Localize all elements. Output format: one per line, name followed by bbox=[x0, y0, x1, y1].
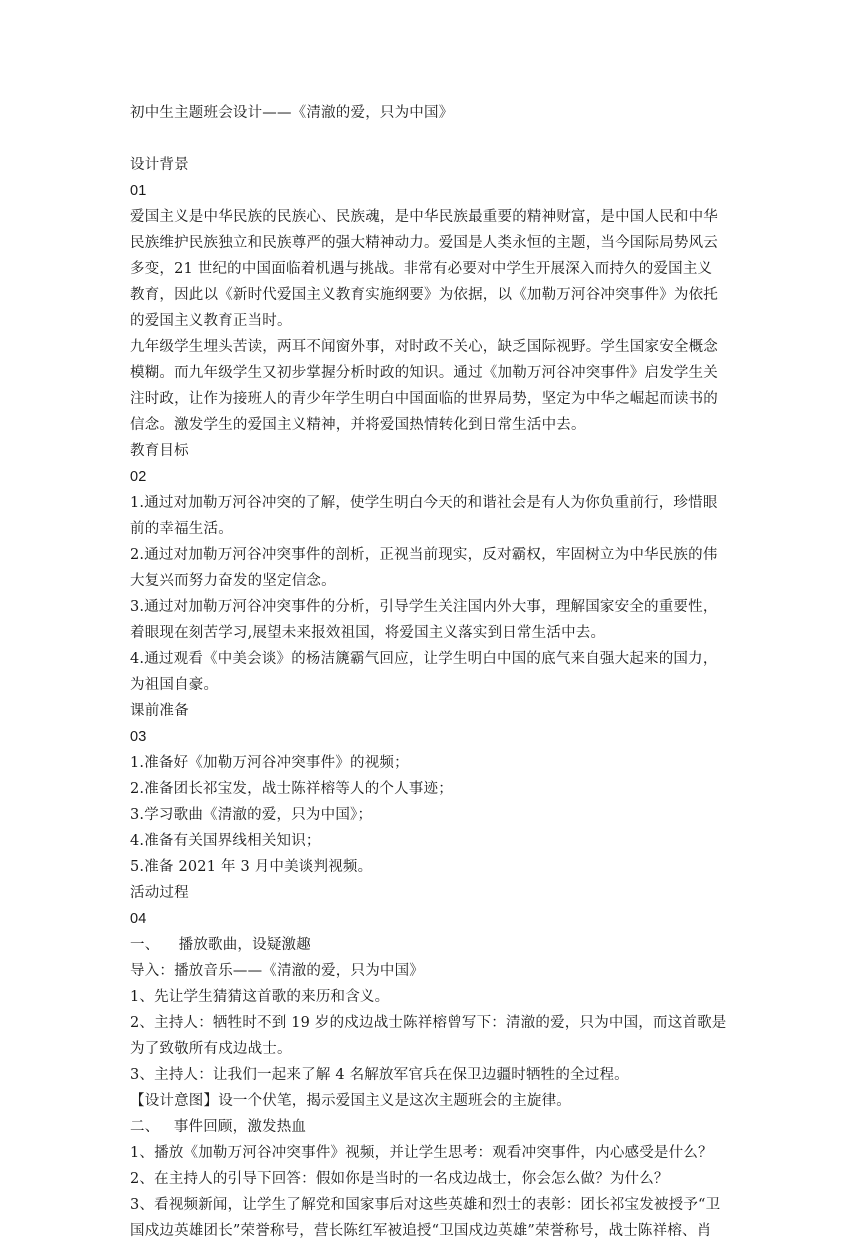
list-item-line: 1.准备好《加勒万河谷冲突事件》的视频； bbox=[130, 755, 409, 771]
list-item-line: 4.准备有关国界线相关知识； bbox=[130, 833, 321, 849]
list-item-line: 为祖国自豪。 bbox=[130, 677, 219, 693]
subsection-heading: 二、 事件回顾，激发热血 bbox=[130, 1119, 307, 1135]
list-item-line: 2.通过对加勒万河谷冲突事件的剖析，正视当前现实，反对霸权，牢固树立为中华民族的伟 bbox=[130, 547, 718, 563]
paragraph-line: 2、主持人：牺牲时不到 19 岁的戍边战士陈祥榕曾写下：清澈的爱，只为中国，而这首歌是 bbox=[130, 1015, 727, 1031]
document-page bbox=[130, 100, 730, 1244]
paragraph-line: 民族维护民族独立和民族尊严的强大精神动力。爱国是人类永恒的主题，当今国际局势风云 bbox=[130, 235, 718, 251]
section-heading-background: 设计背景 bbox=[130, 157, 189, 173]
paragraph-line: 1、播放《加勒万河谷冲突事件》视频，并让学生思考：观看冲突事件，内心感受是什么？ bbox=[130, 1145, 713, 1161]
list-item-line: 3.通过对加勒万河谷冲突事件的分析，引导学生关注国内外大事，理解国家安全的重要性， bbox=[130, 599, 718, 615]
design-intent-note: 【设计意图】设一个伏笔，揭示爱国主义是这次主题班会的主旋律。 bbox=[130, 1093, 571, 1109]
paragraph-line: 1、先让学生猜猜这首歌的来历和含义。 bbox=[130, 989, 390, 1005]
paragraph-line: 教育，因此以《新时代爱国主义教育实施纲要》为依据，以《加勒万河谷冲突事件》为依托 bbox=[130, 287, 718, 303]
paragraph-line: 爱国主义是中华民族的民族心、民族魂，是中华民族最重要的精神财富，是中国人民和中华 bbox=[130, 209, 718, 225]
subsection-heading: 一、 播放歌曲，设疑激趣 bbox=[130, 937, 311, 953]
section-number: 02 bbox=[130, 469, 147, 485]
paragraph-line: 的爱国主义教育正当时。 bbox=[130, 313, 292, 329]
list-item-line: 前的幸福生活。 bbox=[130, 521, 233, 537]
list-item-line: 4.通过观看《中美会谈》的杨洁篪霸气回应，让学生明白中国的底气来自强大起来的国力， bbox=[130, 651, 718, 667]
section-number: 04 bbox=[130, 911, 147, 927]
paragraph-line: 九年级学生埋头苦读，两耳不闻窗外事，对时政不关心，缺乏国际视野。学生国家安全概念 bbox=[130, 339, 718, 355]
list-item-line: 2.准备团长祁宝发，战士陈祥榕等人的个人事迹； bbox=[130, 781, 453, 797]
paragraph-line: 注时政，让作为接班人的青少年学生明白中国面临的世界局势，坚定为中华之崛起而读书的 bbox=[130, 391, 718, 407]
paragraph-line: 2、在主持人的引导下回答：假如你是当时的一名戍边战士，你会怎么做？为什么？ bbox=[130, 1171, 669, 1187]
section-heading-process: 活动过程 bbox=[130, 885, 189, 901]
paragraph-line: 多变，21 世纪的中国面临着机遇与挑战。非常有必要对中学生开展深入而持久的爱国主义 bbox=[130, 261, 713, 277]
paragraph-line: 导入：播放音乐——《清澈的爱，只为中国》 bbox=[130, 963, 424, 979]
list-item-line: 3.学习歌曲《清澈的爱，只为中国》； bbox=[130, 807, 373, 823]
paragraph-line: 国戍边英雄团长”荣誉称号，营长陈红军被追授“卫国戍边英雄”荣誉称号，战士陈祥榕、肖 bbox=[130, 1223, 712, 1239]
document-title: 初中生主题班会设计——《清澈的爱，只为中国》 bbox=[130, 105, 454, 121]
section-number: 03 bbox=[130, 729, 147, 745]
section-heading-goals: 教育目标 bbox=[130, 443, 189, 459]
paragraph-line: 3、看视频新闻，让学生了解党和国家事后对这些英雄和烈士的表彰：团长祁宝发被授予“卫 bbox=[130, 1197, 721, 1213]
paragraph-line: 信念。激发学生的爱国主义精神，并将爱国热情转化到日常生活中去。 bbox=[130, 417, 586, 433]
paragraph-line: 模糊。而九年级学生又初步掌握分析时政的知识。通过《加勒万河谷冲突事件》启发学生关 bbox=[130, 365, 718, 381]
list-item-line: 5.准备 2021 年 3 月中美谈判视频。 bbox=[130, 859, 373, 875]
list-item-line: 着眼现在刻苦学习,展望未来报效祖国，将爱国主义落实到日常生活中去。 bbox=[130, 625, 606, 641]
paragraph-line: 为了致敬所有戍边战士。 bbox=[130, 1041, 292, 1057]
section-number: 01 bbox=[130, 183, 147, 199]
paragraph-line: 3、主持人：让我们一起来了解 4 名解放军官兵在保卫边疆时牺牲的全过程。 bbox=[130, 1067, 629, 1083]
document-body bbox=[130, 152, 730, 1244]
section-heading-preparation: 课前准备 bbox=[130, 703, 189, 719]
list-item-line: 大复兴而努力奋发的坚定信念。 bbox=[130, 573, 336, 589]
list-item-line: 1.通过对加勒万河谷冲突的了解，使学生明白今天的和谐社会是有人为你负重前行，珍惜眼 bbox=[130, 495, 718, 511]
